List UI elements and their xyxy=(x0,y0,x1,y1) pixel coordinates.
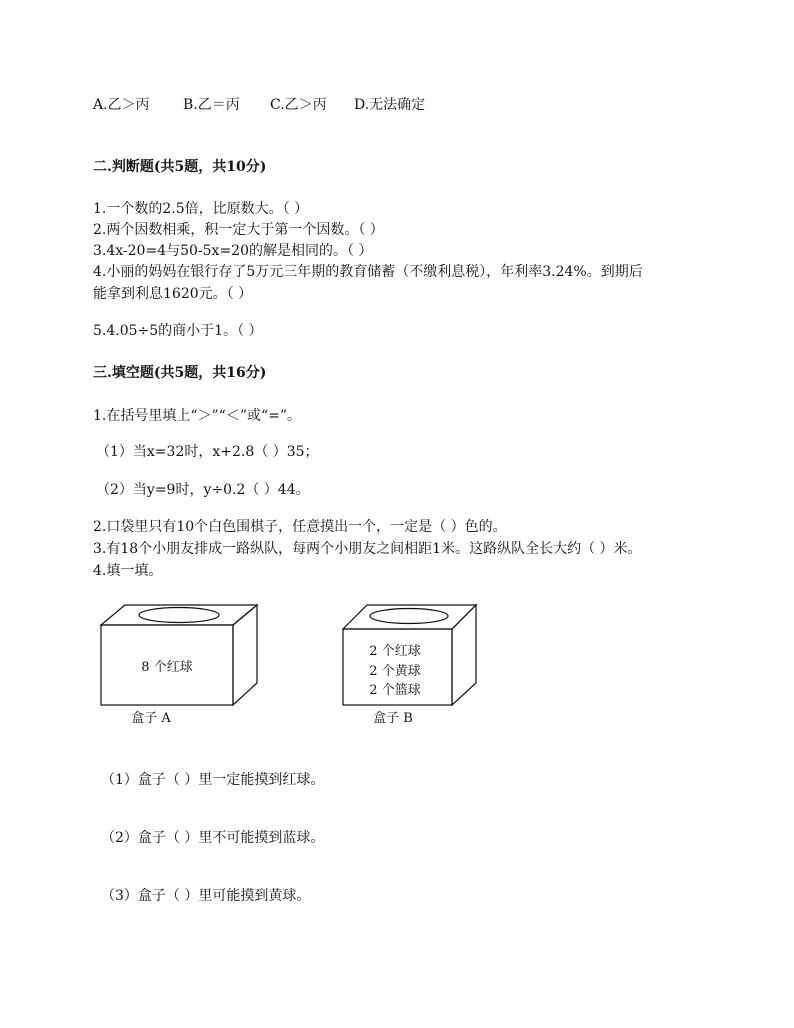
box-b-caption: 盒子 B xyxy=(373,711,413,726)
box-a-content: 8 个红球 xyxy=(141,660,193,675)
fill-q1: 1.在括号里填上“＞”“＜”或“=”。 xyxy=(93,408,302,424)
fill-q4: 4.填一填。 xyxy=(93,563,163,579)
fill-q4-sub3: （3）盒子（ ）里可能摸到黄球。 xyxy=(101,888,311,904)
box-b-line-red: 2 个红球 xyxy=(369,644,421,659)
box-b-line-yellow: 2 个黄球 xyxy=(369,664,421,679)
fill-q3: 3.有18个小朋友排成一路纵队，每两个小朋友之间相距1米。这路纵队全长大约（ ）米。 xyxy=(93,541,642,557)
option-a: A.乙＞丙 xyxy=(93,97,150,113)
section-2-title: 二.判断题(共5题，共10分) xyxy=(93,159,267,175)
option-c: C.乙＞丙 xyxy=(270,97,327,113)
box-a-opening xyxy=(139,608,219,623)
judge-item-1: 1.一个数的2.5倍，比原数大。（ ） xyxy=(93,201,309,217)
judge-item-4: 4.小丽的妈妈在银行存了5万元三年期的教育储蓄（不缴利息税），年利率3.24%。到期后 xyxy=(93,264,643,280)
box-b-line-blue: 2 个篮球 xyxy=(369,683,421,698)
fill-q4-sub1: （1）盒子（ ）里一定能摸到红球。 xyxy=(101,772,325,788)
judge-item-5: 5.4.05÷5的商小于1。（ ） xyxy=(93,323,263,339)
fill-q4-sub2: （2）盒子（ ）里不可能摸到蓝球。 xyxy=(101,830,325,846)
fill-q2: 2.口袋里只有10个白色围棋子，任意摸出一个，一定是（ ）色的。 xyxy=(93,519,507,535)
fill-q1-part1: （1）当x=32时，x+2.8（ ）35； xyxy=(96,444,319,460)
option-d: D.无法确定 xyxy=(354,97,426,113)
judge-item-3: 3.4x-20=4与50-5x=20的解是相同的。（ ） xyxy=(93,243,373,259)
box-a-caption: 盒子 A xyxy=(131,711,171,726)
judge-item-4-cont: 能拿到利息1620元。（ ） xyxy=(93,286,253,302)
section-3-title: 三.填空题(共5题，共16分) xyxy=(93,365,267,381)
box-b-opening xyxy=(370,609,448,624)
box-a xyxy=(101,605,257,705)
option-b: B.乙＝丙 xyxy=(183,97,240,113)
fill-q1-part2: （2）当y=9时，y÷0.2（ ）44。 xyxy=(96,482,310,498)
judge-item-2: 2.两个因数相乘，积一定大于第一个因数。（ ） xyxy=(93,222,384,238)
